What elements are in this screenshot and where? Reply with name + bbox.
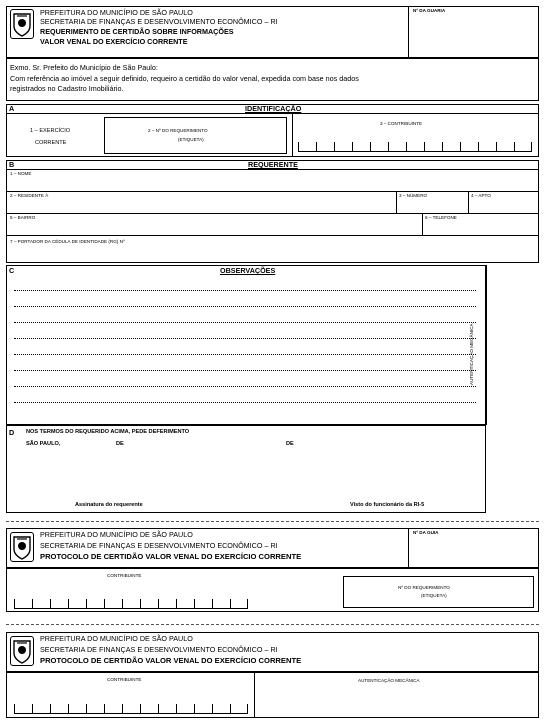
cut-line-2	[6, 624, 539, 625]
header-divider	[408, 6, 409, 58]
protocol1-seal-icon	[10, 532, 34, 562]
divider-telefone	[422, 213, 423, 235]
section-c-box	[6, 265, 486, 425]
field-requerimento-label-2: (ETIQUETA)	[178, 137, 204, 142]
cut-line-1	[6, 521, 539, 522]
protocol1-line3: PROTOCOLO DE CERTIDÃO VALOR VENAL DO EXERCÍCIO CORRENTE	[40, 552, 302, 561]
field-requerimento-box[interactable]	[104, 117, 287, 154]
field-contribuinte-divider	[292, 113, 293, 157]
obs-line-7[interactable]	[14, 386, 476, 387]
protocol2-contribuinte-label: CONTRIBUINTE	[107, 677, 142, 682]
section-c-title: OBSERVAÇÕES	[220, 266, 276, 275]
protocol2-line2: SECRETARIA DE FINANÇAS E DESENVOLVIMENTO ECONÔMICO – RI	[40, 645, 278, 654]
protocol1-numero-label: Nº DA GUIA	[413, 530, 439, 535]
autenticacao-side-label: AUTENTICAÇÃO MECÂNICA	[469, 323, 474, 385]
intro-salutation: Exmo. Sr. Prefeito do Município de São Paulo:	[10, 63, 158, 72]
protocol1-contribuinte-digit-boxes[interactable]	[14, 598, 248, 609]
header-line4: VALOR VENAL DO EXERCÍCIO CORRENTE	[40, 37, 188, 46]
section-d-box	[6, 425, 486, 513]
divider-numero	[396, 191, 397, 213]
section-a-title-rule	[6, 113, 539, 114]
obs-line-6[interactable]	[14, 370, 476, 371]
section-b-box	[6, 160, 539, 263]
signature-requerente-label: Assinatura do requerente	[75, 502, 143, 508]
section-d-de2: DE	[286, 441, 294, 447]
obs-line-2[interactable]	[14, 306, 476, 307]
row-rule-3	[6, 235, 539, 236]
section-a-title: IDENTIFICAÇÃO	[245, 104, 302, 113]
field-telefone-label: 6 – TELEFONE	[425, 215, 457, 220]
header-numero-label: Nº DA GUARIA	[413, 8, 446, 13]
field-bairro-label: 5 – BAIRRO	[10, 215, 36, 220]
row-rule-2	[6, 213, 539, 214]
obs-line-8[interactable]	[14, 402, 476, 403]
row-rule-1	[6, 191, 539, 192]
city-seal-icon	[10, 9, 34, 39]
field-requerimento-label: 2 – Nº DO REQUERIMENTO	[148, 128, 208, 133]
protocol2-line3: PROTOCOLO DE CERTIDÃO VALOR VENAL DO EXERCÍCIO CORRENTE	[40, 656, 302, 665]
contribuinte-digit-boxes[interactable]	[298, 141, 532, 152]
protocol2-seal-icon	[10, 636, 34, 666]
section-a-letter: A	[9, 104, 15, 113]
protocol1-header-divider	[408, 528, 409, 568]
divider-apto	[468, 191, 469, 213]
header-line3: REQUERIMENTO DE CERTIDÃO SOBRE INFORMAÇÕES	[40, 27, 234, 36]
section-d-title: NOS TERMOS DO REQUERIDO ACIMA, PEDE DEFERIMENTO	[26, 429, 190, 435]
field-exercicio-label: 1 – EXERCÍCIO	[30, 128, 71, 134]
section-b-letter: B	[9, 160, 15, 169]
protocol1-contribuinte-label: CONTRIBUINTE	[107, 573, 142, 578]
protocol1-line1: PREFEITURA DO MUNICÍPIO DE SÃO PAULO	[40, 530, 193, 539]
intro-text1: Com referência ao imóvel a seguir definido, requeiro a certidão do valor venal, expedida com base nos dados	[10, 74, 359, 83]
section-d-de1: DE	[116, 441, 124, 447]
signature-funcionario-label: Visto do funcionário da RI-5	[350, 502, 425, 508]
section-d-city: SÃO PAULO,	[26, 441, 61, 447]
header-line2: SECRETARIA DE FINANÇAS E DESENVOLVIMENTO ECONÔMICO – RI	[40, 17, 278, 26]
field-nome-label: 1 – NOME	[10, 171, 32, 176]
header-line1: PREFEITURA DO MUNICÍPIO DE SÃO PAULO	[40, 8, 193, 17]
field-numero-label: 3 – NÚMERO	[399, 193, 428, 198]
section-b-title: REQUERENTE	[248, 160, 298, 169]
intro-text2: registrados no Cadastro Imobiliário.	[10, 84, 124, 93]
obs-line-1[interactable]	[14, 290, 476, 291]
protocol2-autenticacao-label: AUTENTICAÇÃO MECÂNICA	[358, 678, 420, 683]
obs-line-5[interactable]	[14, 354, 476, 355]
field-apto-label: 4 – APTO	[471, 193, 491, 198]
protocol1-requerimento-label: Nº DO REQUERIMENTO	[398, 585, 450, 590]
field-exercicio-label-2: CORRENTE	[35, 140, 67, 146]
protocol2-line1: PREFEITURA DO MUNICÍPIO DE SÃO PAULO	[40, 634, 193, 643]
autenticacao-column	[486, 265, 487, 425]
section-d-letter: D	[9, 428, 15, 437]
field-doc-label: 7 – PORTADOR DA CÉDULA DE IDENTIDADE (RG) Nº	[10, 239, 125, 244]
protocol1-requerimento-label-2: (ETIQUETA)	[421, 593, 447, 598]
field-residente-label: 2 – RESIDENTE À	[10, 193, 49, 198]
protocol2-contribuinte-digit-boxes[interactable]	[14, 703, 248, 714]
field-contribuinte-label: 3 – CONTRIBUINTE	[380, 121, 423, 126]
section-c-letter: C	[9, 266, 15, 275]
protocol2-body-divider	[254, 672, 255, 718]
section-b-title-rule	[6, 169, 539, 170]
obs-line-4[interactable]	[14, 338, 476, 339]
obs-line-3[interactable]	[14, 322, 476, 323]
protocol1-requerimento-box[interactable]	[343, 576, 534, 608]
protocol1-line2: SECRETARIA DE FINANÇAS E DESENVOLVIMENTO ECONÔMICO – RI	[40, 541, 278, 550]
